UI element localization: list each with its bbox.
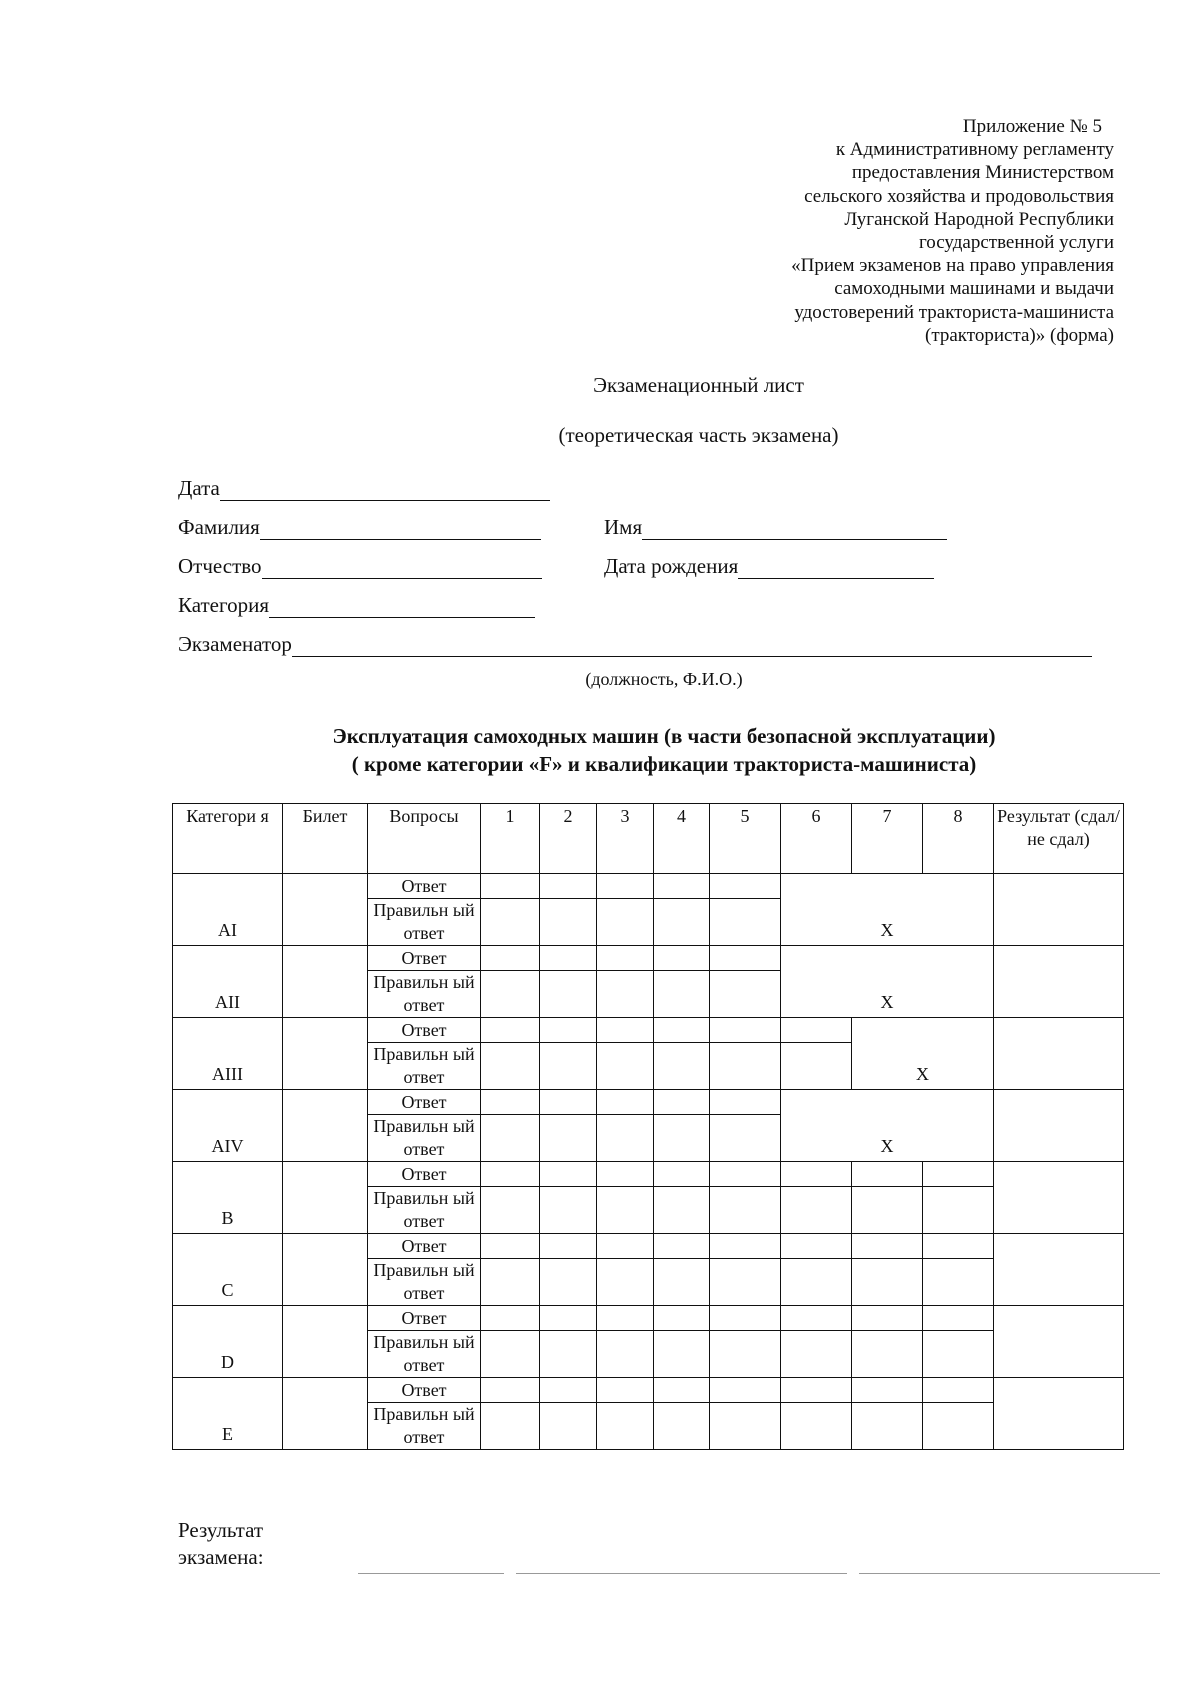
- correct-cell[interactable]: [923, 1331, 994, 1378]
- correct-cell[interactable]: [852, 1259, 923, 1306]
- table-row: [173, 1090, 1124, 1115]
- answer-cell[interactable]: [710, 874, 781, 899]
- appendix-line: Приложение № 5: [962, 116, 1102, 137]
- name-field[interactable]: [604, 515, 947, 540]
- appendix-line: государственной услуги: [918, 232, 1114, 254]
- correct-answer-label: Правильн ый ответ: [368, 1043, 481, 1090]
- answer-cell[interactable]: [781, 1162, 852, 1187]
- ticket-cell[interactable]: [283, 1162, 368, 1234]
- category-field[interactable]: [178, 593, 535, 618]
- answer-cell[interactable]: [654, 1378, 710, 1403]
- answer-cell[interactable]: [540, 1234, 597, 1259]
- examiner-input-line[interactable]: [292, 636, 1092, 657]
- result-cell[interactable]: [994, 946, 1124, 1018]
- table-row: [173, 1306, 1124, 1331]
- answer-cell[interactable]: [540, 1018, 597, 1043]
- answer-cell[interactable]: [852, 1306, 923, 1331]
- answer-cell[interactable]: [540, 1306, 597, 1331]
- correct-cell[interactable]: [923, 1259, 994, 1306]
- answer-cell[interactable]: [481, 1018, 540, 1043]
- answer-cell[interactable]: [781, 1306, 852, 1331]
- patronymic-field[interactable]: [178, 554, 542, 579]
- correct-cell[interactable]: [654, 1187, 710, 1234]
- answer-cell[interactable]: [540, 946, 597, 971]
- examiner-field[interactable]: [178, 632, 1092, 657]
- result-cell[interactable]: [994, 1234, 1124, 1306]
- answer-cell[interactable]: [781, 1234, 852, 1259]
- category-cell: AII: [173, 946, 283, 1018]
- correct-cell[interactable]: [654, 1043, 710, 1090]
- answer-cell[interactable]: [481, 874, 540, 899]
- correct-cell[interactable]: [540, 1043, 597, 1090]
- correct-answer-label: Правильн ый ответ: [368, 899, 481, 946]
- crossed-out-cell: Х: [781, 1090, 994, 1162]
- appendix-line: удостоверений тракториста-машиниста: [794, 301, 1114, 323]
- category-cell: C: [173, 1234, 283, 1306]
- answer-cell[interactable]: [710, 1090, 781, 1115]
- answer-cell[interactable]: [540, 874, 597, 899]
- correct-cell[interactable]: [597, 1043, 654, 1090]
- correct-cell[interactable]: [481, 1115, 540, 1162]
- appendix-line: предоставления Министерством: [851, 162, 1114, 184]
- correct-cell[interactable]: [540, 1115, 597, 1162]
- category-cell: E: [173, 1378, 283, 1450]
- date-label: Дата: [178, 476, 220, 500]
- examiner-hint: (должность, Ф.И.О.): [585, 669, 743, 689]
- crossed-out-cell: Х: [781, 946, 994, 1018]
- header-q5: 5: [710, 804, 781, 874]
- result-cell[interactable]: [994, 1306, 1124, 1378]
- correct-cell[interactable]: [710, 971, 781, 1018]
- name-input-line[interactable]: [642, 519, 947, 540]
- exam-result-label: [178, 1517, 264, 1571]
- answer-cell[interactable]: [852, 1162, 923, 1187]
- surname-field[interactable]: [178, 515, 541, 540]
- correct-cell[interactable]: [852, 1187, 923, 1234]
- answer-cell[interactable]: [923, 1306, 994, 1331]
- answer-cell[interactable]: [597, 1162, 654, 1187]
- correct-cell[interactable]: [540, 1331, 597, 1378]
- answer-cell[interactable]: [597, 946, 654, 971]
- answer-label: Ответ: [368, 1162, 481, 1187]
- correct-answer-label: Правильн ый ответ: [368, 1259, 481, 1306]
- correct-cell[interactable]: [710, 1403, 781, 1450]
- answer-cell[interactable]: [654, 1234, 710, 1259]
- appendix-header: [514, 115, 1114, 347]
- answer-cell[interactable]: [654, 1018, 710, 1043]
- correct-cell[interactable]: [710, 1331, 781, 1378]
- category-cell: AIV: [173, 1090, 283, 1162]
- answer-cell[interactable]: [481, 1162, 540, 1187]
- answer-cell[interactable]: [852, 1234, 923, 1259]
- answer-label: Ответ: [368, 1018, 481, 1043]
- exam-result-label-line2: экзамена:: [178, 1545, 264, 1569]
- correct-cell[interactable]: [597, 1331, 654, 1378]
- patronymic-label: Отчество: [178, 554, 262, 578]
- table-row: [173, 1162, 1124, 1187]
- correct-cell[interactable]: [710, 1187, 781, 1234]
- correct-cell[interactable]: [781, 1403, 852, 1450]
- appendix-line: Луганской Народной Республики: [844, 208, 1114, 230]
- category-cell: AI: [173, 874, 283, 946]
- answer-cell[interactable]: [781, 1018, 852, 1043]
- header-q7: 7: [852, 804, 923, 874]
- correct-answer-label: Правильн ый ответ: [368, 1115, 481, 1162]
- answer-cell[interactable]: [852, 1378, 923, 1403]
- answer-cell[interactable]: [654, 946, 710, 971]
- ticket-cell[interactable]: [283, 946, 368, 1018]
- correct-cell[interactable]: [923, 1187, 994, 1234]
- answer-label: Ответ: [368, 1306, 481, 1331]
- category-label: Категория: [178, 593, 269, 617]
- ticket-cell[interactable]: [283, 1378, 368, 1450]
- crossed-out-cell: Х: [781, 874, 994, 946]
- table-row: [173, 1018, 1124, 1043]
- header-q2: 2: [540, 804, 597, 874]
- correct-answer-label: Правильн ый ответ: [368, 1403, 481, 1450]
- correct-cell[interactable]: [710, 1115, 781, 1162]
- category-cell: B: [173, 1162, 283, 1234]
- header-questions: Вопросы: [368, 804, 481, 874]
- header-q4: 4: [654, 804, 710, 874]
- table-row: [173, 1234, 1124, 1259]
- category-input-line[interactable]: [269, 597, 535, 618]
- section-title-line1: Эксплуатация самоходных машин (в части безопасной эксплуатации): [332, 724, 996, 748]
- answer-label: Ответ: [368, 874, 481, 899]
- correct-cell[interactable]: [654, 899, 710, 946]
- ticket-cell[interactable]: [283, 874, 368, 946]
- correct-cell[interactable]: [481, 1187, 540, 1234]
- answer-cell[interactable]: [597, 874, 654, 899]
- appendix-line: к Административному регламенту: [835, 139, 1114, 161]
- appendix-line: «Прием экзаменов на право управления: [791, 255, 1114, 277]
- correct-answer-label: Правильн ый ответ: [368, 1331, 481, 1378]
- answer-cell[interactable]: [710, 1306, 781, 1331]
- signature-line-2[interactable]: [516, 1573, 847, 1574]
- correct-cell[interactable]: [540, 1403, 597, 1450]
- answer-cell[interactable]: [654, 874, 710, 899]
- table-row: [173, 874, 1124, 899]
- correct-cell[interactable]: [781, 1259, 852, 1306]
- correct-cell[interactable]: [710, 1043, 781, 1090]
- answer-cell[interactable]: [654, 1162, 710, 1187]
- correct-cell[interactable]: [923, 1403, 994, 1450]
- signature-line-3[interactable]: [859, 1573, 1160, 1574]
- category-cell: D: [173, 1306, 283, 1378]
- page-subtitle: (теоретическая часть экзамена): [558, 423, 839, 447]
- answer-cell[interactable]: [597, 1378, 654, 1403]
- correct-cell[interactable]: [597, 1403, 654, 1450]
- correct-cell[interactable]: [852, 1403, 923, 1450]
- answer-cell[interactable]: [481, 1306, 540, 1331]
- header-q3: 3: [597, 804, 654, 874]
- correct-cell[interactable]: [597, 1115, 654, 1162]
- answer-cell[interactable]: [481, 1234, 540, 1259]
- correct-cell[interactable]: [781, 1331, 852, 1378]
- result-cell[interactable]: [994, 1162, 1124, 1234]
- header-result: Результат (сдал/не сдал): [994, 804, 1124, 874]
- result-cell[interactable]: [994, 1378, 1124, 1450]
- answer-cell[interactable]: [654, 1090, 710, 1115]
- answer-label: Ответ: [368, 1234, 481, 1259]
- correct-cell[interactable]: [540, 971, 597, 1018]
- examiner-label: Экзаменатор: [178, 632, 292, 656]
- header-ticket: Билет: [283, 804, 368, 874]
- correct-cell[interactable]: [710, 899, 781, 946]
- correct-cell[interactable]: [781, 1043, 852, 1090]
- appendix-line: сельского хозяйства и продовольствия: [804, 185, 1114, 207]
- answer-cell[interactable]: [540, 1378, 597, 1403]
- header-q1: 1: [481, 804, 540, 874]
- answer-cell[interactable]: [481, 946, 540, 971]
- correct-cell[interactable]: [654, 1403, 710, 1450]
- correct-cell[interactable]: [481, 1403, 540, 1450]
- answer-cell[interactable]: [597, 1018, 654, 1043]
- crossed-out-cell: Х: [852, 1018, 994, 1090]
- table-row: [173, 1378, 1124, 1403]
- result-cell[interactable]: [994, 874, 1124, 946]
- answer-cell[interactable]: [710, 1378, 781, 1403]
- correct-cell[interactable]: [597, 1187, 654, 1234]
- correct-cell[interactable]: [481, 1331, 540, 1378]
- correct-cell[interactable]: [481, 1043, 540, 1090]
- answer-cell[interactable]: [923, 1234, 994, 1259]
- correct-answer-label: Правильн ый ответ: [368, 971, 481, 1018]
- correct-cell[interactable]: [654, 1115, 710, 1162]
- correct-cell[interactable]: [597, 971, 654, 1018]
- correct-cell[interactable]: [481, 1259, 540, 1306]
- answer-cell[interactable]: [597, 1090, 654, 1115]
- result-cell[interactable]: [994, 1090, 1124, 1162]
- answer-label: Ответ: [368, 946, 481, 971]
- correct-answer-label: Правильн ый ответ: [368, 1187, 481, 1234]
- patronymic-input-line[interactable]: [262, 558, 542, 579]
- correct-cell[interactable]: [654, 1259, 710, 1306]
- answer-label: Ответ: [368, 1378, 481, 1403]
- birthdate-label: Дата рождения: [604, 554, 739, 578]
- exam-table: [172, 803, 1124, 1450]
- surname-input-line[interactable]: [260, 519, 541, 540]
- answer-cell[interactable]: [597, 1306, 654, 1331]
- answer-cell[interactable]: [710, 1018, 781, 1043]
- birthdate-field[interactable]: [604, 554, 934, 579]
- ticket-cell[interactable]: [283, 1306, 368, 1378]
- correct-cell[interactable]: [481, 971, 540, 1018]
- name-label: Имя: [604, 515, 643, 539]
- table-header-row: [173, 804, 1124, 874]
- ticket-cell[interactable]: [283, 1234, 368, 1306]
- answer-cell[interactable]: [540, 1090, 597, 1115]
- correct-cell[interactable]: [654, 1331, 710, 1378]
- category-cell: AIII: [173, 1018, 283, 1090]
- answer-cell[interactable]: [710, 1234, 781, 1259]
- ticket-cell[interactable]: [283, 1018, 368, 1090]
- answer-label: Ответ: [368, 1090, 481, 1115]
- header-category: Категори я: [173, 804, 283, 874]
- correct-cell[interactable]: [597, 899, 654, 946]
- date-field[interactable]: [178, 476, 550, 501]
- correct-cell[interactable]: [540, 899, 597, 946]
- section-title-line2: ( кроме категории «F» и квалификации тракториста-машиниста): [351, 752, 977, 776]
- answer-cell[interactable]: [481, 1090, 540, 1115]
- correct-cell[interactable]: [654, 971, 710, 1018]
- result-cell[interactable]: [994, 1018, 1124, 1090]
- page-title: Экзаменационный лист: [593, 373, 804, 397]
- surname-label: Фамилия: [178, 515, 260, 539]
- answer-cell[interactable]: [654, 1306, 710, 1331]
- correct-cell[interactable]: [597, 1259, 654, 1306]
- header-q6: 6: [781, 804, 852, 874]
- appendix-line: (тракториста)» (форма): [925, 324, 1114, 346]
- correct-cell[interactable]: [481, 899, 540, 946]
- answer-cell[interactable]: [923, 1162, 994, 1187]
- appendix-line: самоходными машинами и выдачи: [834, 278, 1114, 300]
- correct-cell[interactable]: [540, 1187, 597, 1234]
- answer-cell[interactable]: [710, 946, 781, 971]
- ticket-cell[interactable]: [283, 1090, 368, 1162]
- header-q8: 8: [923, 804, 994, 874]
- answer-cell[interactable]: [923, 1378, 994, 1403]
- correct-cell[interactable]: [852, 1331, 923, 1378]
- birthdate-input-line[interactable]: [738, 558, 934, 579]
- correct-cell[interactable]: [540, 1259, 597, 1306]
- answer-cell[interactable]: [597, 1234, 654, 1259]
- answer-cell[interactable]: [781, 1378, 852, 1403]
- table-row: [173, 946, 1124, 971]
- exam-result-label-line1: Результат: [178, 1518, 264, 1542]
- answer-cell[interactable]: [481, 1378, 540, 1403]
- signature-line-1[interactable]: [358, 1573, 504, 1574]
- answer-cell[interactable]: [710, 1162, 781, 1187]
- answer-cell[interactable]: [540, 1162, 597, 1187]
- correct-cell[interactable]: [781, 1187, 852, 1234]
- date-input-line[interactable]: [220, 480, 550, 501]
- correct-cell[interactable]: [710, 1259, 781, 1306]
